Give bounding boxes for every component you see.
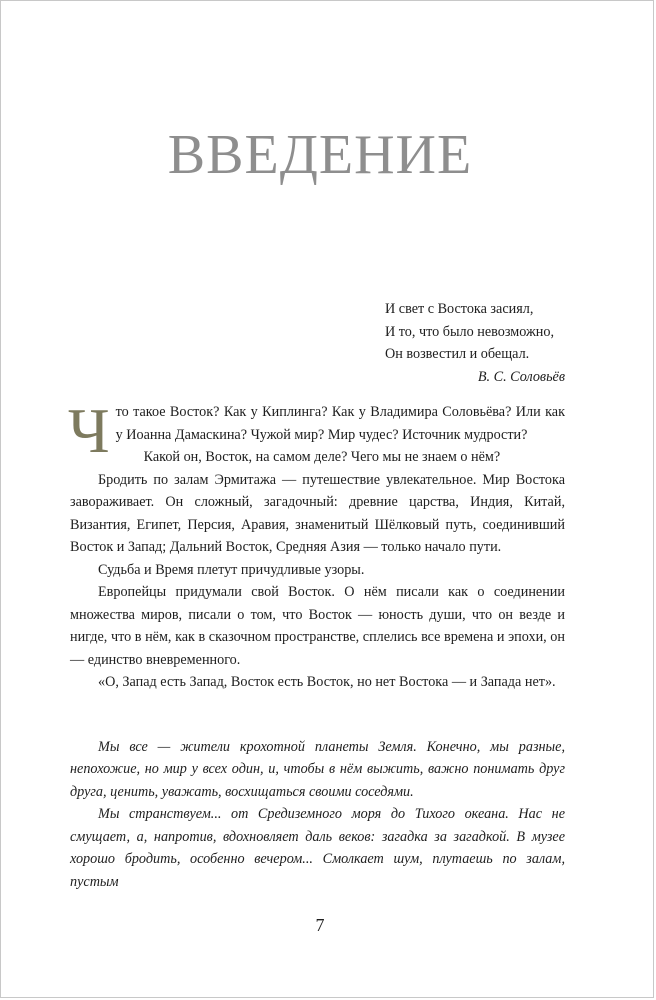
italic-paragraph: Мы все — жители крохотной планеты Земля. Конечно, мы разные, непохожие, но мир у всех один, и, чтобы в нём выжить, важно понимать друг друга, ценить, уважать, восхищаться своими соседями. [70, 738, 565, 800]
epigraph [385, 298, 565, 388]
section-gap [70, 694, 565, 715]
paragraph-text: то такое Восток? Как у Киплинга? Как у Владимира Соловьёва? Или как у Иоанна Дамаскина? Чужой мир? Мир чудес? Источник мудрости? [115, 404, 565, 443]
epigraph-line: Он возвестил и обещал. [385, 346, 530, 362]
page-number: 7 [315, 915, 325, 935]
epigraph-author: В. С. Соловьёв [477, 368, 565, 385]
section-gap [70, 715, 565, 736]
chapter-title: ВВЕДЕНИЕ [167, 124, 473, 186]
drop-cap: Ч [68, 395, 110, 466]
italic-paragraph: Мы странствуем... от Средиземного моря до Тихого океана. Нас не смущает, а, напротив, вдохновляет даль веков: загадка за загадкой. В музее хорошо бродить, особенно вечером... Смолкает шум, плутаешь по залам, пустым [70, 806, 565, 890]
epigraph-line: И то, что было невозможно, [385, 323, 554, 340]
paragraph: Европейцы придумали свой Восток. О нём писали как о соединении множества миров, писали о том, что Восток — юность души, что он везде и нигде, что в нём, как в сказочном пространстве, сплелись все времена и эпохи, он — единство вневременного. [70, 584, 565, 668]
paragraph: Какой он, Восток, на самом деле? Чего мы не знаем о нём? [143, 449, 501, 465]
paragraph: Судьба и Время плетут причудливые узоры. [98, 561, 365, 578]
epigraph-line: И свет с Востока засиял, [385, 301, 534, 317]
paragraph: «О, Запад есть Запад, Восток есть Восток, но нет Востока — и Запада нет». [98, 674, 556, 690]
paragraph: Бродить по залам Эрмитажа — путешествие увлекательное. Мир Востока завораживает. Он сложный, загадочный: древние царства, Индия, Китай, Византия, Египет, Персия, Аравия, знаменитый Шёлковый путь, соединивший Восток и Запад; Дальний Восток, Средняя Азия — только начало пути. [70, 471, 565, 555]
body-text [68, 395, 565, 893]
